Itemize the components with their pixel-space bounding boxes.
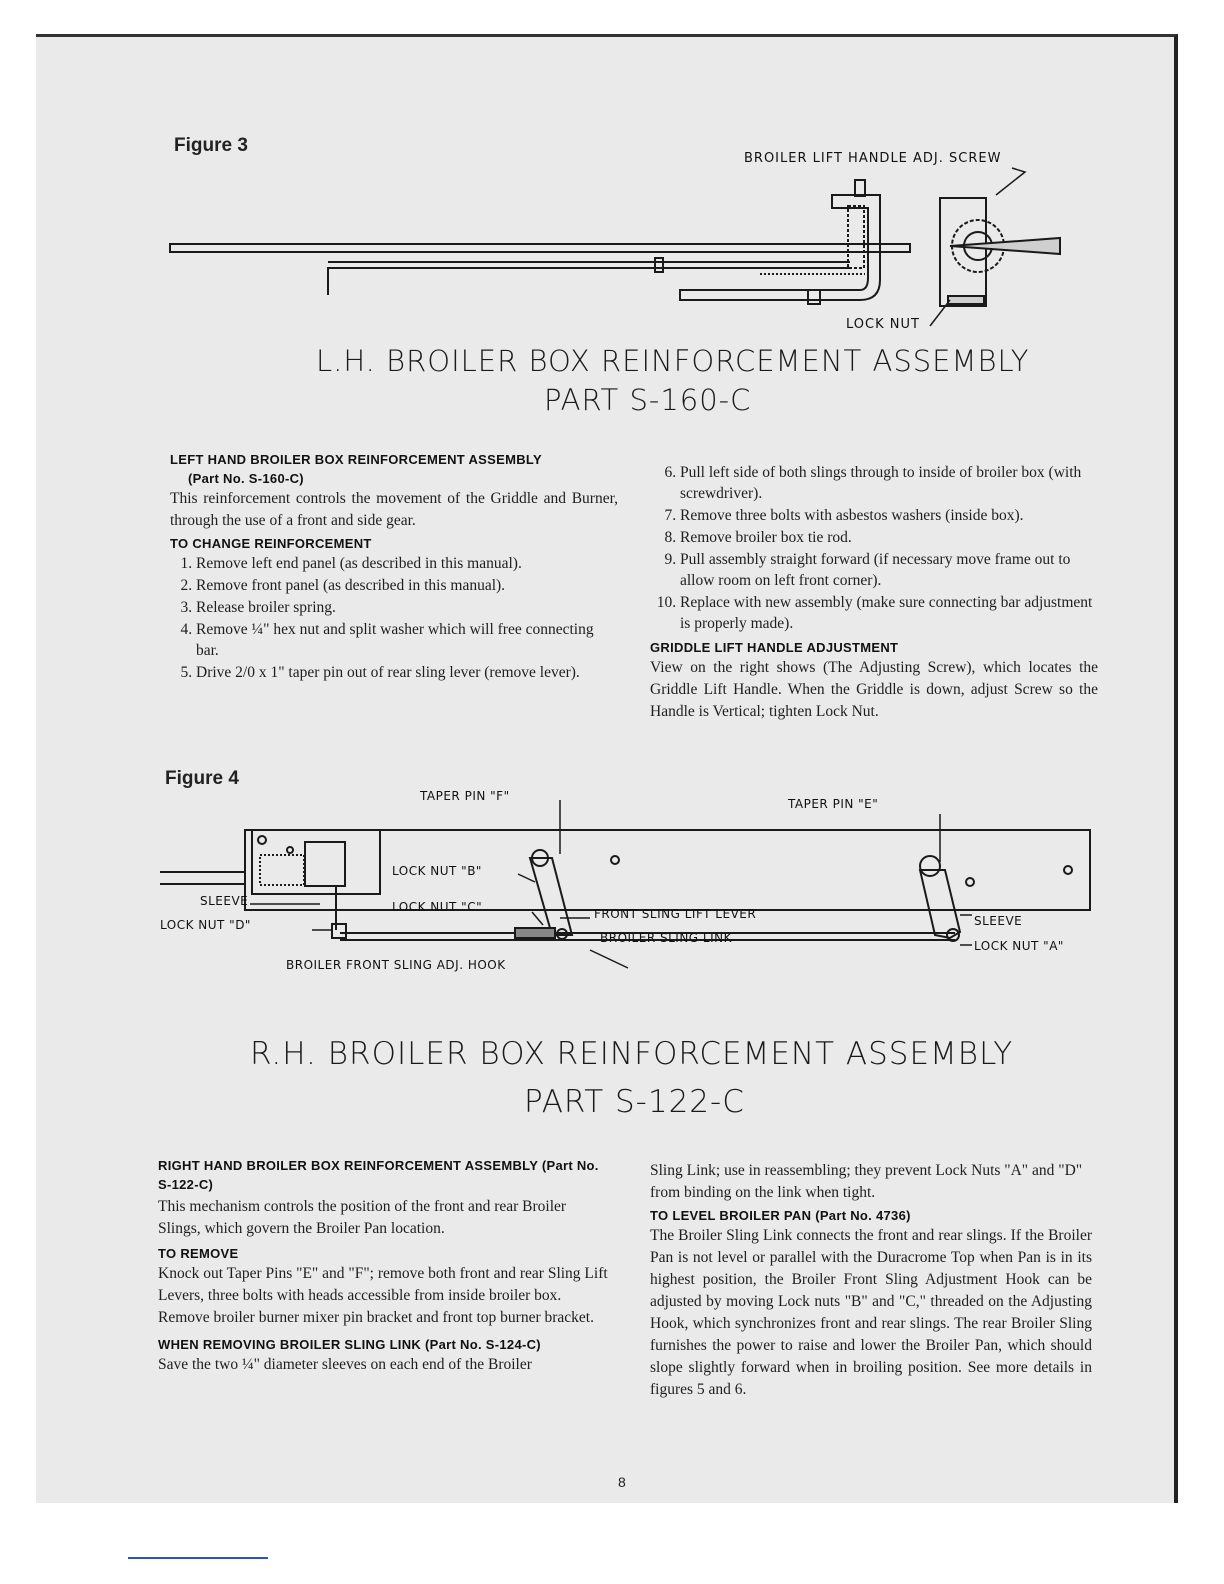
figure-4-label: Figure 4 <box>165 768 239 789</box>
adj-hook-callout: BROILER FRONT SLING ADJ. HOOK <box>286 958 506 972</box>
intro-paragraph: This reinforcement controls the movement of the Griddle and Burner, through the use of a front and side gear. <box>170 490 618 529</box>
remove-paragraph: Knock out Taper Pins "E" and "F"; remove both front and rear Sling Lift Levers, three bolts with heads accessible from inside broiler box. Remove broiler burner mixer pin bracket and front top burner bracket. <box>158 1265 608 1326</box>
lock-nut-b-callout: LOCK NUT "B" <box>392 864 482 878</box>
figure-3-diagram <box>160 150 1110 340</box>
lock-nut-a-callout: LOCK NUT "A" <box>974 939 1064 953</box>
change-heading: TO CHANGE REINFORCEMENT <box>170 536 372 551</box>
list-item: 8. Remove broiler box tie rod. <box>680 527 1098 548</box>
right-column-upper <box>650 460 1098 723</box>
front-sling-lift-lever-callout: FRONT SLING LIFT LEVER <box>594 907 757 921</box>
left-column-lower <box>158 1156 608 1376</box>
sleeve-left-callout: SLEEVE <box>200 894 249 908</box>
taper-pin-f-callout: TAPER PIN "F" <box>420 789 510 803</box>
list-item: 3. Release broiler spring. <box>196 597 618 618</box>
reinforcement-channel <box>245 830 1090 910</box>
list-item: 7. Remove three bolts with asbestos washers (inside box). <box>680 505 1098 526</box>
figure-3-title: L.H. BROILER BOX REINFORCEMENT ASSEMBLY <box>316 344 1030 378</box>
figure-4-diagram <box>160 800 1100 980</box>
taper-pin-e-callout: TAPER PIN "E" <box>788 797 879 811</box>
left-column-upper <box>170 452 618 689</box>
list-item: 1. Remove left end panel (as described in this manual). <box>196 553 618 574</box>
figure-4-part: PART S-122-C <box>524 1084 745 1120</box>
list-item: 6. Pull left side of both slings through to inside of broiler box (with screwdriver). <box>680 462 1098 504</box>
rear-sling-lift-lever <box>920 870 960 938</box>
right-column-lower <box>650 1160 1092 1401</box>
sling-link-heading: WHEN REMOVING BROILER SLING LINK (Part No. S-124-C) <box>158 1337 541 1352</box>
figure-3-label: Figure 3 <box>174 135 248 156</box>
broiler-sling-link-callout: BROILER SLING LINK <box>600 931 732 945</box>
griddle-paragraph: View on the right shows (The Adjusting Screw), which locates the Griddle Lift Handle. When the Griddle is down, adjust Screw so the Handle is Vertical; tighten Lock Nut. <box>650 659 1098 720</box>
front-sling-lift-lever <box>530 858 572 935</box>
list-item: 2. Remove front panel (as described in this manual). <box>196 575 618 596</box>
level-pan-heading: TO LEVEL BROILER PAN (Part No. 4736) <box>650 1208 911 1223</box>
spring-coil <box>848 206 864 268</box>
adj-screw-bracket <box>940 198 986 306</box>
lock-nut-d-callout: LOCK NUT "D" <box>160 918 251 932</box>
list-item: 10. Replace with new assembly (make sure connecting bar adjustment is properly made). <box>680 592 1098 634</box>
lock-nut-callout: LOCK NUT <box>846 317 920 332</box>
rh-assembly-paragraph: This mechanism controls the position of the front and rear Broiler Slings, which govern the Broiler Pan location. <box>158 1198 567 1237</box>
figure-4-title: R.H. BROILER BOX REINFORCEMENT ASSEMBLY <box>250 1036 1014 1072</box>
adj-screw-callout: BROILER LIFT HANDLE ADJ. SCREW <box>744 151 1002 166</box>
gear-housing <box>680 195 880 300</box>
rh-assembly-heading: RIGHT HAND BROILER BOX REINFORCEMENT ASSEMBLY (Part No. S-122-C) <box>158 1158 599 1192</box>
remove-heading: TO REMOVE <box>158 1246 239 1261</box>
lock-nut-c-callout: LOCK NUT "C" <box>392 900 483 914</box>
level-pan-paragraph: The Broiler Sling Link connects the front and rear slings. If the Broiler Pan is not level or parallel with the Duracrome Top when Pan is in its highest position, the Broiler Front Sling Adjustment Hook can be adjusted by moving Lock nuts "B" and "C," threaded on the Adjusting Hook, which synchronizes front and rear slings. The rear Broiler Sling furnishes the power to raise and lower the Broiler Pan, which should slope slightly forward when in broiling position. See more details in figures 5 and 6. <box>650 1227 1092 1398</box>
page-number: 8 <box>618 1474 626 1490</box>
figure-3-part: PART S-160-C <box>544 383 752 417</box>
change-steps-continued <box>650 462 1098 634</box>
list-item: 5. Drive 2/0 x 1" taper pin out of rear sling lever (remove lever). <box>196 662 618 683</box>
section-heading: LEFT HAND BROILER BOX REINFORCEMENT ASSEMBLY <box>170 452 542 467</box>
connecting-bar <box>170 244 910 252</box>
list-item: 4. Remove ¼" hex nut and split washer which will free connecting bar. <box>196 619 618 661</box>
griddle-heading: GRIDDLE LIFT HANDLE ADJUSTMENT <box>650 640 899 655</box>
list-item: 9. Pull assembly straight forward (if necessary move frame out to allow room on left front corner). <box>680 549 1098 591</box>
sling-link-paragraph: Save the two ¼" diameter sleeves on each end of the Broiler <box>158 1356 532 1373</box>
link-underline <box>128 1557 268 1559</box>
sling-link-continued: Sling Link; use in reassembling; they prevent Lock Nuts "A" and "D" from binding on the link when tight. <box>650 1162 1083 1201</box>
sleeve-right-callout: SLEEVE <box>974 914 1023 928</box>
section-part-number: (Part No. S-160-C) <box>188 471 304 486</box>
gear-box <box>252 830 380 894</box>
change-steps <box>170 553 618 683</box>
